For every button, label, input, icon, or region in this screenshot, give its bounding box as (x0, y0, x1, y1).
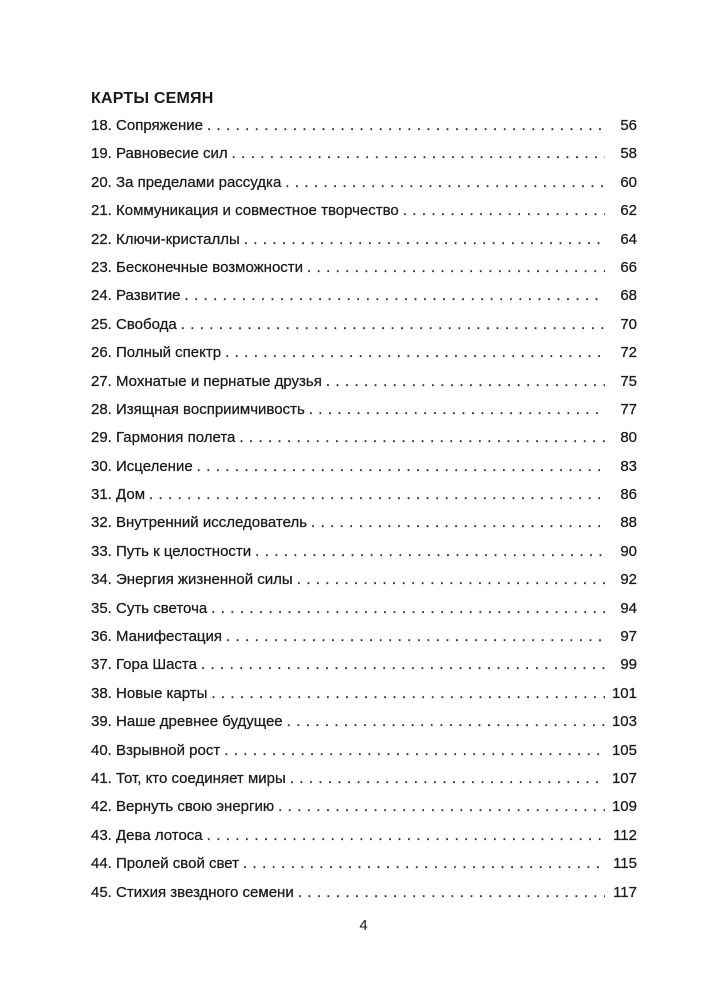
toc-entry-page: 94 (620, 599, 637, 617)
dot-leader (181, 316, 605, 333)
toc-entry-title: 20. За пределами рассудка (91, 173, 282, 191)
dot-leader (239, 429, 605, 446)
dot-leader (201, 656, 605, 673)
toc-entry (91, 231, 637, 259)
toc-entry (91, 514, 637, 542)
toc-entry (91, 174, 637, 202)
toc-entry (91, 884, 637, 912)
toc-entry-page: 60 (620, 173, 637, 191)
toc-entry (91, 628, 637, 656)
toc-entry-title: 41. Тот, кто соединяет миры (91, 769, 286, 787)
toc-entry-page: 77 (620, 400, 637, 418)
dot-leader (326, 373, 605, 390)
toc-entry-title: 27. Мохнатые и пернатые друзья (91, 372, 322, 390)
toc-entry (91, 685, 637, 713)
toc-entry (91, 798, 637, 826)
toc-entry-title: 26. Полный спектр (91, 344, 222, 362)
toc-entry (91, 117, 637, 145)
dot-leader (226, 628, 605, 645)
toc-entry (91, 742, 637, 770)
toc-entry-title: 21. Коммуникация и совместное творчество (91, 202, 399, 220)
toc-entry (91, 373, 637, 401)
toc-entry-page: 103 (611, 713, 637, 731)
page-number: 4 (359, 917, 368, 934)
toc-entry (91, 202, 637, 230)
toc-entry-title: 36. Манифестация (91, 628, 223, 646)
toc-entry-page: 62 (620, 202, 637, 220)
toc-entry (91, 827, 637, 855)
toc-entry-page: 56 (620, 117, 637, 134)
toc-entry-page: 92 (620, 571, 637, 589)
toc-entry-page: 105 (611, 741, 637, 759)
toc-entry (91, 543, 637, 571)
dot-leader (290, 770, 605, 787)
toc-entry-page: 107 (611, 769, 637, 787)
toc-entry (91, 145, 637, 173)
toc-entry-title: 29. Гармония полета (91, 429, 236, 447)
toc-entry-page: 90 (620, 542, 637, 560)
toc-entry-title: 28. Изящная восприимчивость (91, 400, 305, 418)
toc-entry-title: 37. Гора Шаста (91, 656, 197, 674)
dot-leader (243, 855, 605, 872)
toc-entry-title: 40. Взрывной рост (91, 741, 221, 759)
dot-leader (307, 259, 605, 276)
dot-leader (244, 231, 605, 248)
toc-entry-title: 34. Энергия жизненной силы (91, 571, 293, 589)
toc-entry (91, 344, 637, 372)
dot-leader (224, 742, 605, 759)
dot-leader (278, 798, 605, 815)
dot-leader (285, 174, 605, 191)
section-title: КАРТЫ СЕМЯН (91, 90, 214, 107)
toc-entry-title: 31. Дом (91, 486, 146, 504)
toc-entry-page: 80 (620, 429, 637, 447)
toc-entry-title: 44. Пролей свой свет (91, 855, 240, 873)
dot-leader (287, 713, 605, 730)
toc-entry-title: 45. Стихия звездного семени (91, 883, 294, 901)
toc-entry-page: 101 (611, 684, 637, 702)
dot-leader (297, 571, 605, 588)
dot-leader (298, 884, 605, 901)
toc-entry-page: 66 (620, 258, 637, 276)
toc-entry-title: 24. Развитие (91, 287, 181, 305)
toc-entry-page: 99 (620, 656, 637, 674)
toc-entry-title: 18. Сопряжение (91, 117, 203, 134)
toc-entry-title: 32. Внутренний исследователь (91, 514, 308, 532)
toc-entry-page: 64 (620, 230, 637, 248)
dot-leader (149, 486, 605, 503)
dot-leader (197, 458, 605, 475)
toc-entry (91, 429, 637, 457)
toc-entry (91, 713, 637, 741)
toc-entry-page: 70 (620, 315, 637, 333)
toc-entry-title: 19. Равновесие сил (91, 145, 228, 163)
toc-entry-title: 43. Дева лотоса (91, 826, 203, 844)
toc-entry-title: 35. Суть светоча (91, 599, 208, 617)
dot-leader (255, 543, 605, 560)
dot-leader (311, 514, 605, 531)
toc-entry-page: 115 (613, 855, 637, 873)
table-of-contents (91, 117, 637, 912)
toc-entry (91, 600, 637, 628)
toc-entry-title: 23. Бесконечные возможности (91, 258, 304, 276)
toc-entry (91, 316, 637, 344)
toc-entry-page: 117 (613, 883, 637, 901)
toc-entry (91, 458, 637, 486)
toc-entry (91, 770, 637, 798)
dot-leader (232, 145, 605, 162)
toc-entry-page: 58 (620, 145, 637, 163)
toc-entry-title: 25. Свобода (91, 315, 177, 333)
toc-entry-title: 22. Ключи-кристаллы (91, 230, 240, 248)
toc-entry-title: 30. Исцеление (91, 457, 193, 475)
dot-leader (185, 287, 605, 304)
dot-leader (309, 401, 605, 418)
toc-entry-page: 112 (613, 826, 637, 844)
toc-entry (91, 259, 637, 287)
toc-entry (91, 287, 637, 315)
dot-leader (211, 600, 605, 617)
toc-entry (91, 486, 637, 514)
toc-entry-title: 39. Наше древнее будущее (91, 713, 283, 731)
dot-leader (225, 344, 605, 361)
toc-entry-title: 33. Путь к целостности (91, 542, 252, 560)
toc-entry (91, 855, 637, 883)
toc-entry-page: 72 (620, 344, 637, 362)
dot-leader (211, 685, 605, 702)
toc-entry-page: 68 (620, 287, 637, 305)
toc-entry-title: 42. Вернуть свою энергию (91, 798, 275, 816)
toc-entry (91, 571, 637, 599)
toc-entry-page: 97 (620, 628, 637, 646)
toc-entry-page: 86 (620, 486, 637, 504)
dot-leader (403, 202, 605, 219)
toc-entry-page: 75 (620, 372, 637, 390)
toc-entry-page: 88 (620, 514, 637, 532)
toc-entry-title: 38. Новые карты (91, 684, 208, 702)
toc-entry (91, 401, 637, 429)
toc-entry-page: 83 (620, 457, 637, 475)
dot-leader (207, 827, 605, 844)
toc-entry (91, 656, 637, 684)
toc-entry-page: 109 (611, 798, 637, 816)
dot-leader (207, 117, 605, 134)
